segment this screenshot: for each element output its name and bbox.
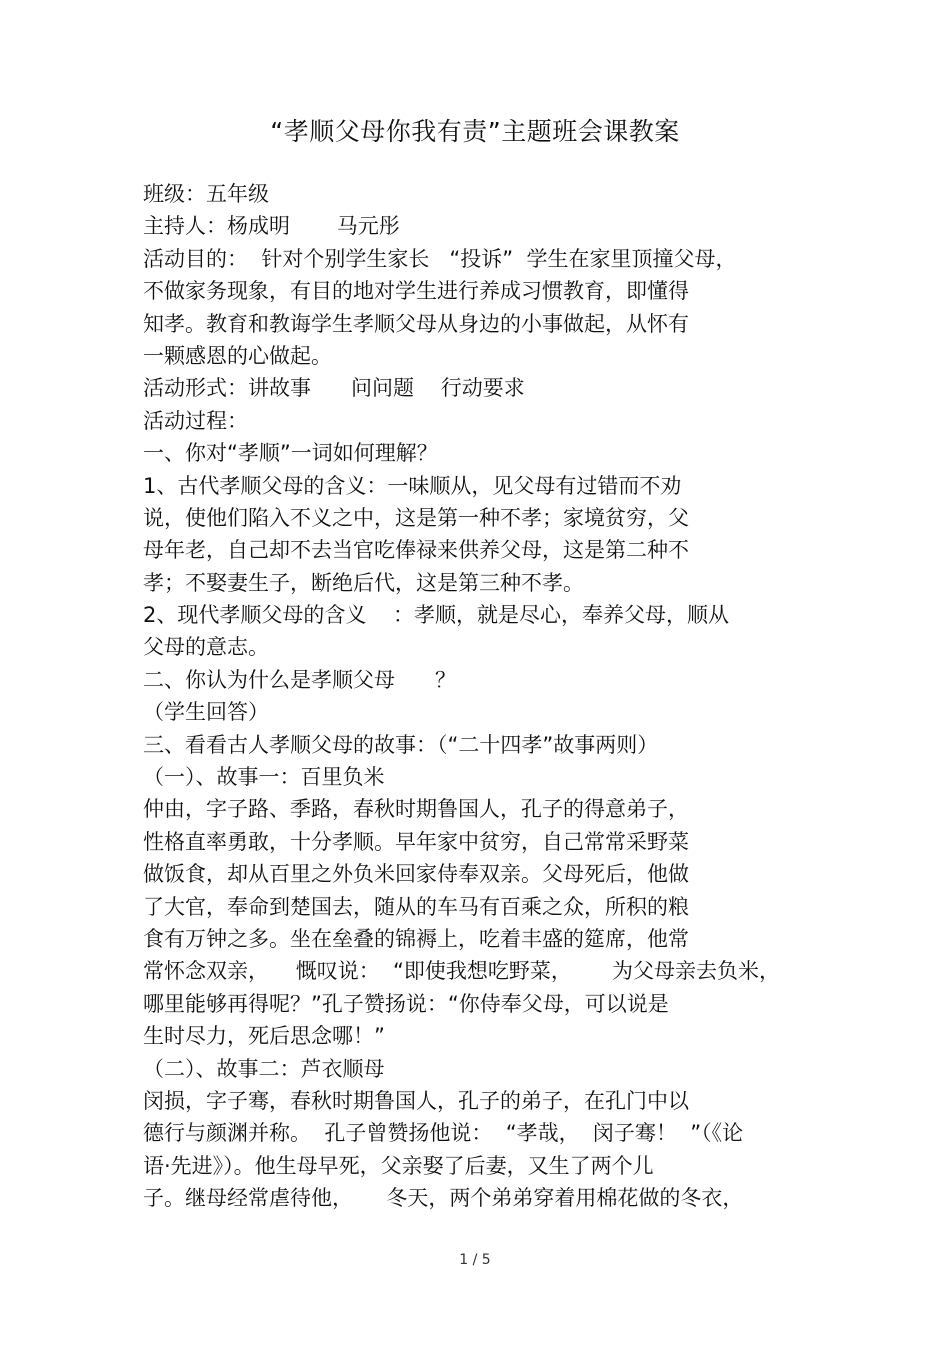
document-body: [143, 178, 843, 1215]
text-line: 哪里能够再得呢？”孔子赞扬说：“你侍奉父母，可以说是: [143, 991, 669, 1016]
text-line: 食有万钟之多。坐在垒叠的锦褥上，吃着丰盛的筵席，他常: [143, 926, 689, 951]
text-line: 子。继母经常虐待他， 冬天，两个弟弟穿着用棉花做的冬衣，: [143, 1186, 744, 1211]
text-line: （二）、故事二：芦衣顺母: [143, 1056, 385, 1081]
text-line: 一颗感恩的心做起。: [143, 343, 332, 368]
document-title: “孝顺父母你我有责”主题班会课教案: [270, 117, 680, 146]
text-line: （一）、故事一：百里负米: [143, 765, 385, 790]
text-line: 父母的意志。: [143, 635, 269, 660]
text-line: 三、看看古人孝顺父母的故事：（“二十四孝”故事两则）: [143, 732, 659, 757]
text-line: 二、你认为什么是孝顺父母 ？: [143, 667, 457, 692]
text-line: 孝；不娶妻生子，断绝后代，这是第三种不孝。: [143, 570, 584, 595]
text-line: 母年老，自己却不去当官吃俸禄来供养父母，这是第二种不: [143, 538, 689, 563]
text-line: 2、现代孝顺父母的含义 ：孝顺，就是尽心，奉养父母，顺从: [143, 603, 730, 628]
text-line: 闵损，字子骞，春秋时期鲁国人，孔子的弟子，在孔门中以: [143, 1088, 689, 1113]
page-number: 1 / 5: [459, 1252, 491, 1268]
text-line: 生时尽力，死后思念哪！”: [143, 1024, 385, 1049]
text-line: 做饭食，却从百里之外负米回家侍奉双亲。父母死后，他做: [143, 862, 689, 887]
text-line: 语·先进》）。他生母早死，父亲娶了后妻，又生了两个儿: [143, 1153, 654, 1178]
text-line: 性格直率勇敢，十分孝顺。早年家中贫穷，自己常常采野菜: [143, 829, 689, 854]
text-line: 常怀念双亲， 慨叹说： “即使我想吃野菜， 为父母亲去负米，: [143, 959, 780, 984]
text-line: （学生回答）: [143, 700, 269, 725]
text-line: 活动过程：: [143, 408, 248, 433]
text-line: 德行与颜渊并称。 孔子曾赞扬他说： “孝哉， 闵子骞！ ”（《论: [143, 1121, 744, 1146]
text-line: 仲由，字子路、季路，春秋时期鲁国人，孔子的得意弟子，: [143, 797, 689, 822]
text-line: 了大官，奉命到楚国去，随从的车马有百乘之众，所积的粮: [143, 894, 689, 919]
text-line: 主持人：杨成明 马元彤: [143, 214, 400, 239]
text-line: 1、古代孝顺父母的含义：一味顺从，见父母有过错而不劝: [143, 473, 682, 498]
text-line: 一、你对“孝顺”一词如何理解？: [143, 441, 438, 466]
text-line: 说，使他们陷入不义之中，这是第一种不孝；家境贫穷，父: [143, 505, 689, 530]
text-line: 知孝。教育和教诲学生孝顺父母从身边的小事做起，从怀有: [143, 311, 689, 336]
text-line: 活动形式：讲故事 问问题 行动要求: [143, 376, 525, 401]
text-line: 不做家务现象，有目的地对学生进行养成习惯教育，即懂得: [143, 279, 689, 304]
text-line: 活动目的： 针对个别学生家长 “投诉” 学生在家里顶撞父母，: [143, 246, 737, 271]
text-line: 班级：五年级: [143, 182, 269, 206]
